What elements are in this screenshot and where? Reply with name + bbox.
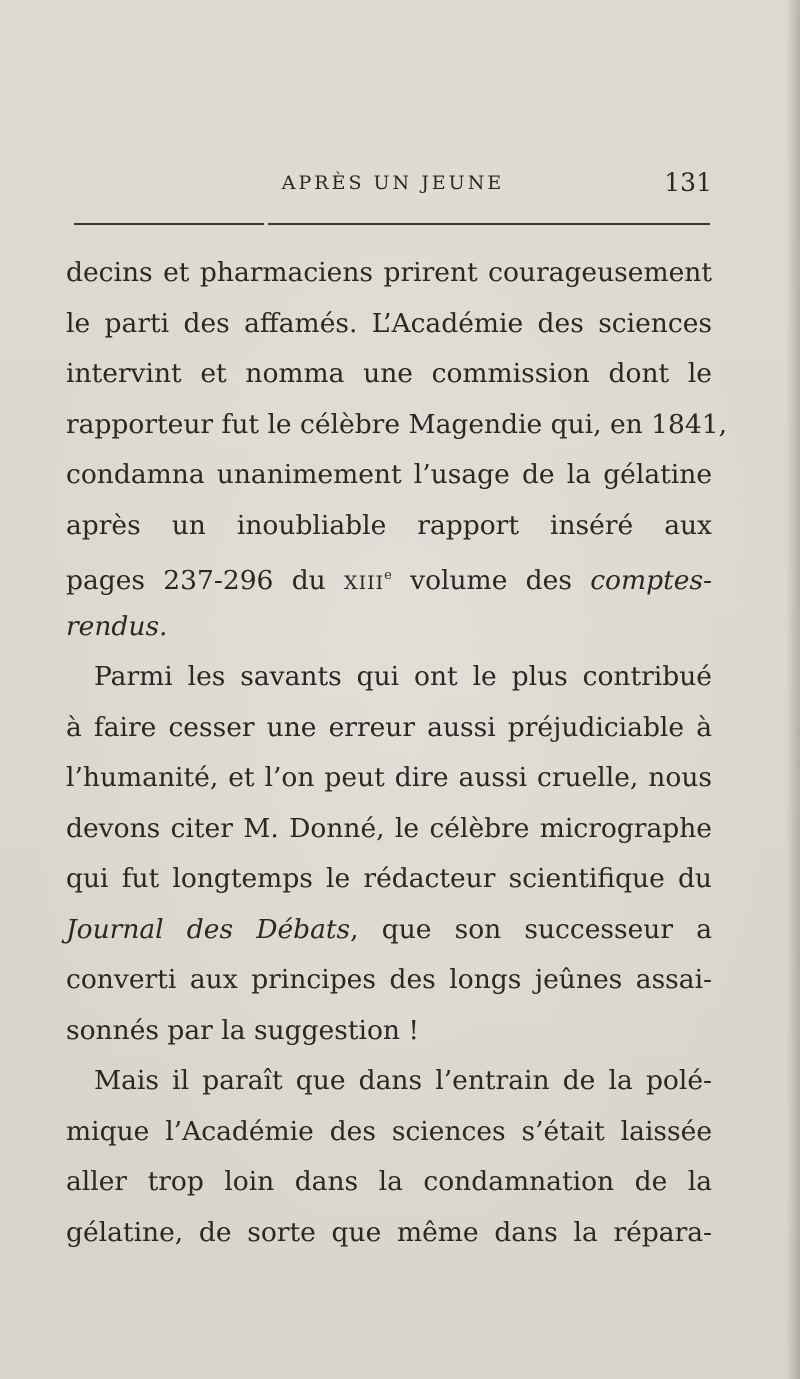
text-line: intervint et nomma une commission dont le <box>66 358 712 389</box>
text-line: aller trop loin dans la condamnation de la <box>66 1166 712 1197</box>
italic-title: Journal des Débats <box>66 913 351 945</box>
text-line: mique l’Académie des sciences s’était laissée <box>66 1115 712 1147</box>
italic-title: comptes- <box>590 565 712 596</box>
text-line: decins et pharmaciens prirent courageusement <box>66 257 712 288</box>
text-line: qui fut longtemps le rédacteur scientifique du <box>66 863 712 894</box>
text-line: condamna unanimement l’usage de la gélatine <box>66 459 712 490</box>
roman-numeral: XIII <box>344 572 385 594</box>
text-line: à faire cesser une erreur aussi préjudiciable à <box>66 711 712 743</box>
text-line <box>66 602 712 653</box>
text-line: rapporteur fut le célèbre Magendie qui, en 1841, <box>66 408 728 440</box>
running-head <box>66 168 712 206</box>
text-line: après un inoubliable rapport inséré aux <box>66 509 712 541</box>
paragraph-start: Parmi les savants qui ont le plus contribué <box>94 661 712 692</box>
text-line: devons citer M. Donné, le célèbre micrographe <box>66 812 712 844</box>
italic-title: rendus. <box>66 610 168 642</box>
text-line: Journal des Débats, que son successeur a <box>66 913 712 945</box>
page-number: 131 <box>664 168 712 197</box>
text-line: sonnés par la suggestion ! <box>66 1014 420 1046</box>
text-line: converti aux principes des longs jeûnes assai- <box>66 964 712 995</box>
superscript: e <box>384 568 392 583</box>
body-text <box>66 248 728 1258</box>
paragraph-start: Mais il paraît que dans l’entrain de la polé- <box>94 1065 712 1096</box>
running-title: APRÈS UN JEUNE <box>281 172 505 194</box>
text-line: le parti des affamés. L’Académie des sciences <box>66 307 712 339</box>
text-line: l’humanité, et l’on peut dire aussi cruelle, nous <box>66 762 712 793</box>
header-rule-right <box>268 223 710 225</box>
text-line: gélatine, de sorte que même dans la répara- <box>66 1216 712 1248</box>
text-line: pages 237-296 du XIIIe volume des comptes- <box>66 565 712 596</box>
header-rule-left <box>74 223 264 225</box>
